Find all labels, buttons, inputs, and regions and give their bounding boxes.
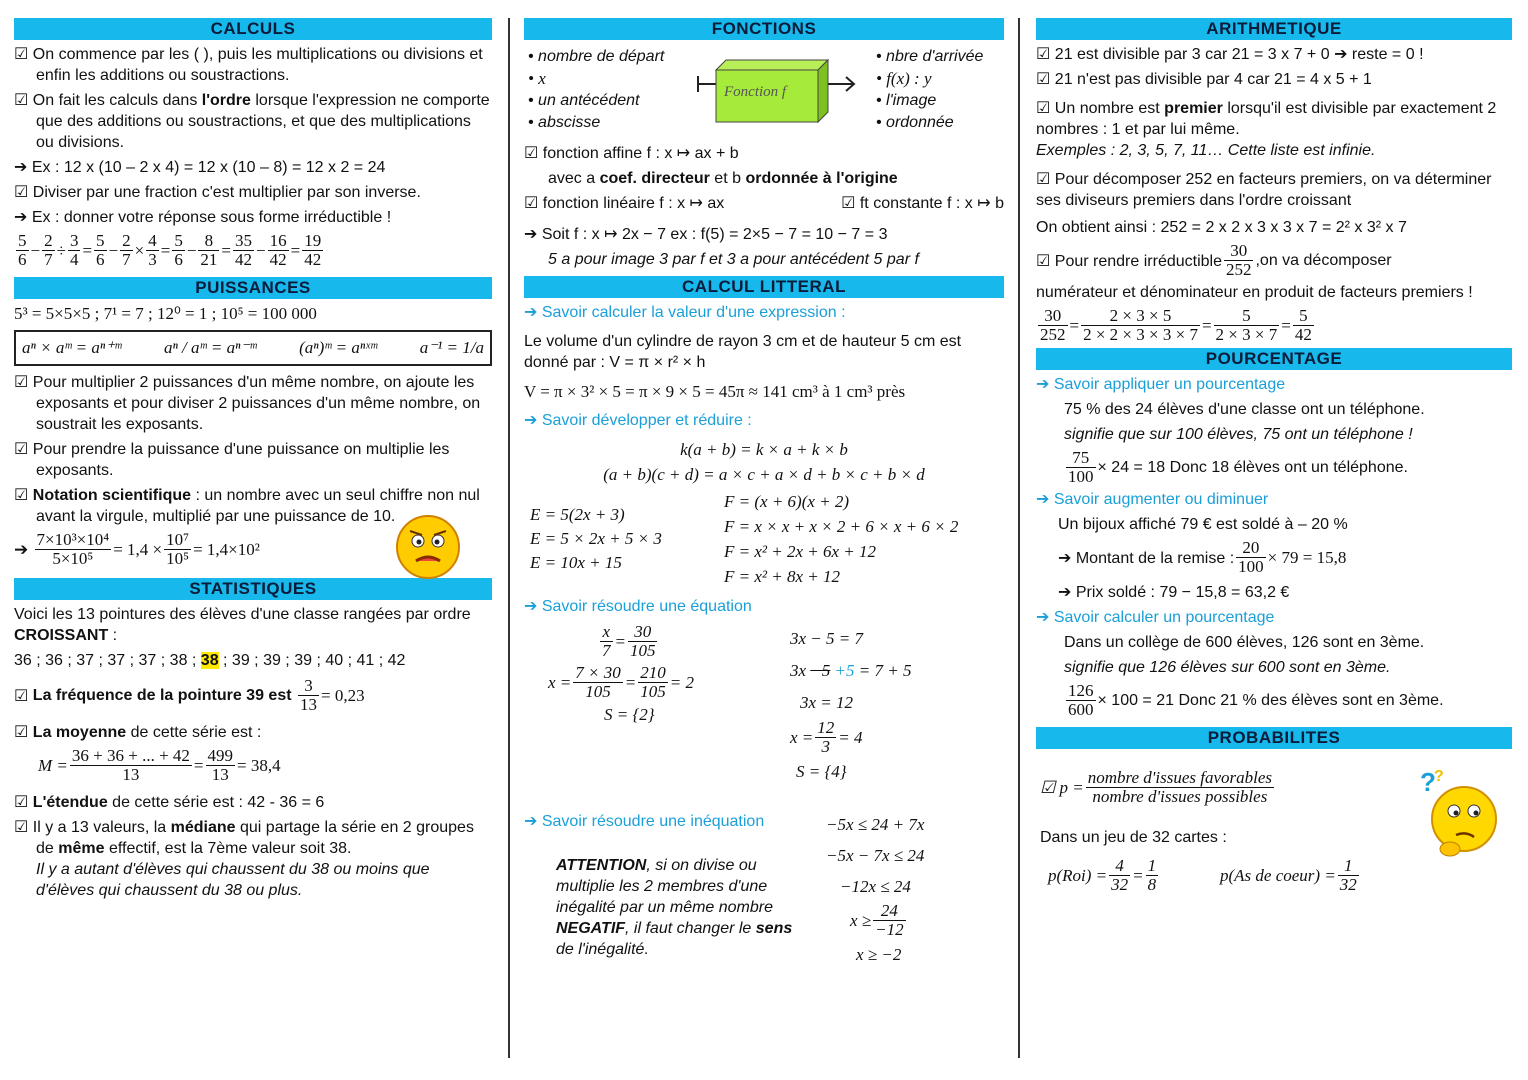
pct-line-9: $\frac{126}{600}$ × 100 = 21 Donc 21 % des élèves sont en 3ème.	[1068, 681, 1444, 719]
arith-numden: numérateur et dénominateur en produit de facteurs premiers !	[1036, 284, 1473, 301]
stats-frequency: ☑ La fréquence de la pointure 39 est $\frac{3}{13}$ = 0,23	[14, 676, 365, 714]
arith-premier: ☑ Un nombre est premier lorsqu'il est divisible par exactement 2 nombres : 1 et par lui même.	[1036, 100, 1497, 138]
operator: =	[82, 240, 93, 260]
fraction-term: $\frac{3}{4}$	[69, 231, 79, 269]
column-separator-1	[508, 18, 510, 1058]
column-right	[1036, 12, 1512, 1060]
arith-decomposition: On obtient ainsi : 252 = 2 x 2 x 3 x 3 x 7 = 2² x 3² x 7	[1036, 219, 1407, 236]
litteral-subtitle-equation: ➔ Savoir résoudre une équation	[524, 598, 752, 615]
inequation-steps: −5x ≤ 24 + 7x −5x − 7x ≤ 24 −12x ≤ 24 x ≥ $\frac{24}{-12}$ x ≥ −2	[826, 815, 925, 964]
puissances-examples: 5³ = 5×5×5 ; 7¹ = 7 ; 12⁰ = 1 ; 10⁵ = 100 000	[14, 304, 317, 323]
pct-line-4: Un bijoux affiché 79 € est soldé à – 20 %	[1058, 516, 1348, 533]
stats-median-note: Il y a autant d'élèves qui chaussent du 38 ou moins que d'élèves qui chaussent du 38 ou plus.	[36, 861, 430, 899]
section-title-pourcentage: POURCENTAGE	[1036, 348, 1512, 370]
inequation-warning: ATTENTION, si on divise ou multiplie les 2 membres d'une inégalité par un même nombre NEGATIF, il faut changer le sens de l'inégalité.	[556, 857, 793, 958]
stats-mean-label: ☑ La moyenne de cette série est :	[14, 724, 262, 741]
litteral-volume-calc: V = π × 3² × 5 = π × 9 × 5 = 45π ≈ 141 cm³ à 1 cm³ près	[524, 382, 906, 401]
arith-not-divisible: ☑ 21 n'est pas divisible par 4 car 21 = 4 x 5 + 1	[1036, 71, 1372, 88]
section-title-calcul-litteral: CALCUL LITTERAL	[524, 276, 1004, 298]
thinking-smiley-icon	[1420, 767, 1500, 863]
section-title-probabilites: PROBABILITES	[1036, 727, 1512, 749]
puissances-example: ➔ $\frac{\text{7×10³×10⁴}}{\text{5×10⁵}}$ = 1,4 × $\frac{\text{10⁷}}{\text{10⁵}}$ = 1,4×10²	[14, 531, 492, 568]
rule-inverse: a⁻¹ = 1/a	[419, 338, 484, 357]
fraction-term: 5 6	[18, 231, 27, 269]
calculs-example-1: ➔ Ex : 12 x (10 – 2 x 4) = 12 x (10 – 8) = 12 x 2 = 24	[14, 159, 386, 176]
operator: =	[160, 240, 171, 260]
litteral-subtitle-developper: ➔ Savoir développer et réduire :	[524, 412, 752, 429]
puissances-rules-box	[14, 330, 492, 366]
proba-as: p(As de coeur) = $\frac{1}{32}$	[1220, 856, 1357, 894]
worried-smiley-icon	[394, 513, 462, 581]
fonction-affine: ☑ fonction affine f : x ↦ ax + b	[524, 145, 739, 162]
fonction-example: ➔ Soit f : x ↦ 2x − 7 ex : f(5) = 2×5 − 7 = 10 − 7 = 3	[524, 226, 888, 243]
puissances-scientific: ☑ Notation scientifique : un nombre avec un seul chiffre non nul avant la virgule, multiplié par une puissance de 10.	[14, 487, 480, 525]
median-highlight: 38	[200, 652, 219, 669]
pct-line-5: ➔ Montant de la remise : $\frac{20}{100}$ × 79 = 15,8	[1058, 538, 1347, 576]
equation-examples	[524, 621, 1004, 811]
pct-line-6: ➔ Prix soldé : 79 − 15,8 = 63,2 €	[1058, 584, 1290, 601]
fraction-term: $\frac{8}{21}$	[200, 231, 218, 269]
fonctions-right-list: • nbre d'arrivée • f(x) : y • l'image • ordonnée	[876, 48, 984, 131]
column-separator-2	[1018, 18, 1020, 1058]
operator: =	[290, 240, 301, 260]
arith-fraction-chain: 30 252 = 2 × 3 × 5 2 × 2 × 3 × 3 × 7 = 5 2 × 3 × 7 = 5 42	[1040, 306, 1312, 344]
pct-line-7: Dans un collège de 600 élèves, 126 sont en 3ème.	[1064, 634, 1425, 651]
operator: −	[256, 240, 266, 260]
pct-subtitle-augmenter: ➔ Savoir augmenter ou diminuer	[1036, 491, 1269, 508]
dev-example-F: F = (x + 6)(x + 2) F = x × x + x × 2 + 6 × x + 6 × 2 F = x² + 2x + 6x + 12 F = x² + 8x + 12	[724, 492, 959, 586]
operator: =	[221, 240, 231, 260]
function-box-label: Fonction f	[724, 84, 787, 100]
rule-power: (aⁿ)ᵐ = aⁿˣᵐ	[299, 338, 378, 357]
calculs-rule-sequence: ☑ On fait les calculs dans l'ordre lorsque l'expression ne comporte que des additions ou soustractions, et que des multiplications ou divisions.	[14, 92, 490, 151]
column-middle	[524, 12, 1004, 1060]
litteral-subtitle-valeur: ➔ Savoir calculer la valeur d'une expression :	[524, 304, 846, 321]
fonctions-left-list: • nombre de départ • x • un antécédent • abscisse	[528, 48, 665, 131]
dev-example-E: E = 5(2x + 3) E = 5 × 2x + 5 × 3 E = 10x + 15	[530, 505, 662, 572]
rule-quotient: aⁿ / aᵐ = aⁿ⁻ᵐ	[163, 338, 257, 357]
equation-left: x 7 = 30 105 x = $\frac{7 \times 30}{105}$ = $\frac{210}{105}$ = 2 S = {2}	[548, 622, 694, 724]
stats-series: 36 ; 36 ; 37 ; 37 ; 37 ; 38 ; 38 ; 39 ; 39 ; 39 ; 40 ; 41 ; 42	[14, 652, 406, 669]
proba-cards: Dans un jeu de 32 cartes :	[1040, 829, 1227, 846]
litteral-subtitle-inequation: ➔ Savoir résoudre une inéquation	[524, 813, 765, 830]
fonctions-diagram	[524, 44, 1004, 140]
stats-intro: Voici les 13 pointures des élèves d'une classe rangées par ordre CROISSANT :	[14, 606, 471, 644]
arith-examples: Exemples : 2, 3, 5, 7, 11… Cette liste est infinie.	[1036, 142, 1376, 159]
fraction-term: $\frac{2}{7}$	[122, 231, 131, 269]
fonction-example-2: 5 a pour image 3 par f et 3 a pour antécédent 5 par f	[548, 251, 919, 268]
fraction-term: $\frac{4}{3}$	[148, 231, 157, 269]
pct-line-3: $\frac{75}{100}$ × 24 = 18 Donc 18 élèves ont un téléphone.	[1068, 448, 1408, 486]
stats-median: ☑ Il y a 13 valeurs, la médiane qui partage la série en 2 groupes de même effectif, est la 7ème valeur soit 38.	[14, 819, 474, 857]
pct-line-2: signifie que sur 100 élèves, 75 ont un téléphone !	[1064, 426, 1413, 443]
inequation-section	[524, 811, 1004, 981]
calculs-rule-fraction: ☑ Diviser par une fraction c'est multiplier par son inverse.	[14, 184, 421, 201]
svg-text:?: ?	[1434, 768, 1444, 785]
arith-divisible: ☑ 21 est divisible par 3 car 21 = 3 x 7 + 0 ➔ reste = 0 !	[1036, 46, 1424, 63]
pct-line-1: 75 % des 24 élèves d'une classe ont un téléphone.	[1064, 401, 1425, 418]
equation-right: 3x − 5 = 7 3x −5 +5 = 7 + 5 3x = 12 x = $\frac{12}{3}$ = 4 S = {4}	[790, 629, 912, 781]
operator: ÷	[56, 240, 66, 260]
pct-subtitle-appliquer: ➔ Savoir appliquer un pourcentage	[1036, 376, 1286, 393]
operator: −	[186, 240, 197, 260]
puissances-rule-exponents: ☑ Pour multiplier 2 puissances d'un même nombre, on ajoute les exposants et pour diviser 2 puissances d'un même nombre, on soustrait les exposants.	[14, 374, 481, 433]
proba-section	[1036, 753, 1512, 913]
fraction-term: $\frac{35}{42}$	[235, 231, 252, 269]
column-left	[14, 12, 492, 1060]
fonction-lineaire-constante: ☑ fonction linéaire f : x ↦ ax ☑ ft constante f : x ↦ b	[524, 195, 1004, 212]
calculs-rule-order: ☑ On commence par les ( ), puis les multiplications ou divisions et enfin les additions ou soustractions.	[14, 46, 483, 84]
fraction-term: $\frac{19}{42}$	[304, 231, 322, 269]
arith-decomposer: ☑ Pour décomposer 252 en facteurs premiers, on va déterminer ses diviseurs premiers dans l'ordre croissant	[1036, 171, 1492, 209]
fraction-term: $\frac{16}{42}$	[269, 231, 287, 269]
litteral-volume: Le volume d'un cylindre de rayon 3 cm et de hauteur 5 cm est donné par : V = π × r² × h	[524, 333, 962, 371]
proba-roi: p(Roi) = $\frac{4}{32}$ = 1 8	[1048, 856, 1157, 894]
stats-range: ☑ L'étendue de cette série est : 42 - 36 = 6	[14, 794, 325, 811]
proba-formula: ☑ p = nombre d'issues favorables nombre d'issues possibles	[1040, 768, 1273, 806]
arith-irreductible: ☑ Pour rendre irréductible 30 252 ,on va décomposer	[1036, 241, 1392, 279]
dev-formula-2: (a + b)(c + d) = a × c + a × d + b × c + b × d	[603, 465, 925, 484]
svg-text:?: ?	[1420, 767, 1436, 797]
puissances-rule-power: ☑ Pour prendre la puissance d'une puissance on multiplie les exposants.	[14, 441, 450, 479]
section-title-puissances: PUISSANCES	[14, 277, 492, 299]
fraction-term: $\frac{5}{6}$	[174, 231, 183, 269]
rule-product: aⁿ × aᵐ = aⁿ⁺ᵐ	[22, 338, 122, 357]
stats-mean-formula: M = $\frac{36 + 36 + ... + 42}{13}$ = $\frac{499}{13}$ = 38,4	[38, 746, 281, 784]
fonction-affine-detail: avec a coef. directeur et b ordonnée à l'origine	[548, 170, 898, 187]
calculs-example-2: ➔ Ex : donner votre réponse sous forme irréductible !	[14, 209, 392, 226]
section-title-arithmetique: ARITHMETIQUE	[1036, 18, 1512, 40]
operator: ×	[134, 240, 145, 260]
pct-subtitle-calculer: ➔ Savoir calculer un pourcentage	[1036, 609, 1275, 626]
fraction-term: $\frac{2}{7}$	[44, 231, 53, 269]
calculs-fraction-line	[14, 232, 492, 269]
dev-examples	[524, 489, 1004, 593]
pct-line-8: signifie que 126 élèves sur 600 sont en 3ème.	[1064, 659, 1391, 676]
fraction-term: $\frac{5}{6}$	[96, 231, 105, 269]
dev-formula-1: k(a + b) = k × a + k × b	[680, 440, 848, 459]
section-title-statistiques: STATISTIQUES	[14, 578, 492, 600]
section-title-calculs: CALCULS	[14, 18, 492, 40]
operator: −	[30, 240, 41, 260]
section-title-fonctions: FONCTIONS	[524, 18, 1004, 40]
operator: −	[108, 240, 119, 260]
